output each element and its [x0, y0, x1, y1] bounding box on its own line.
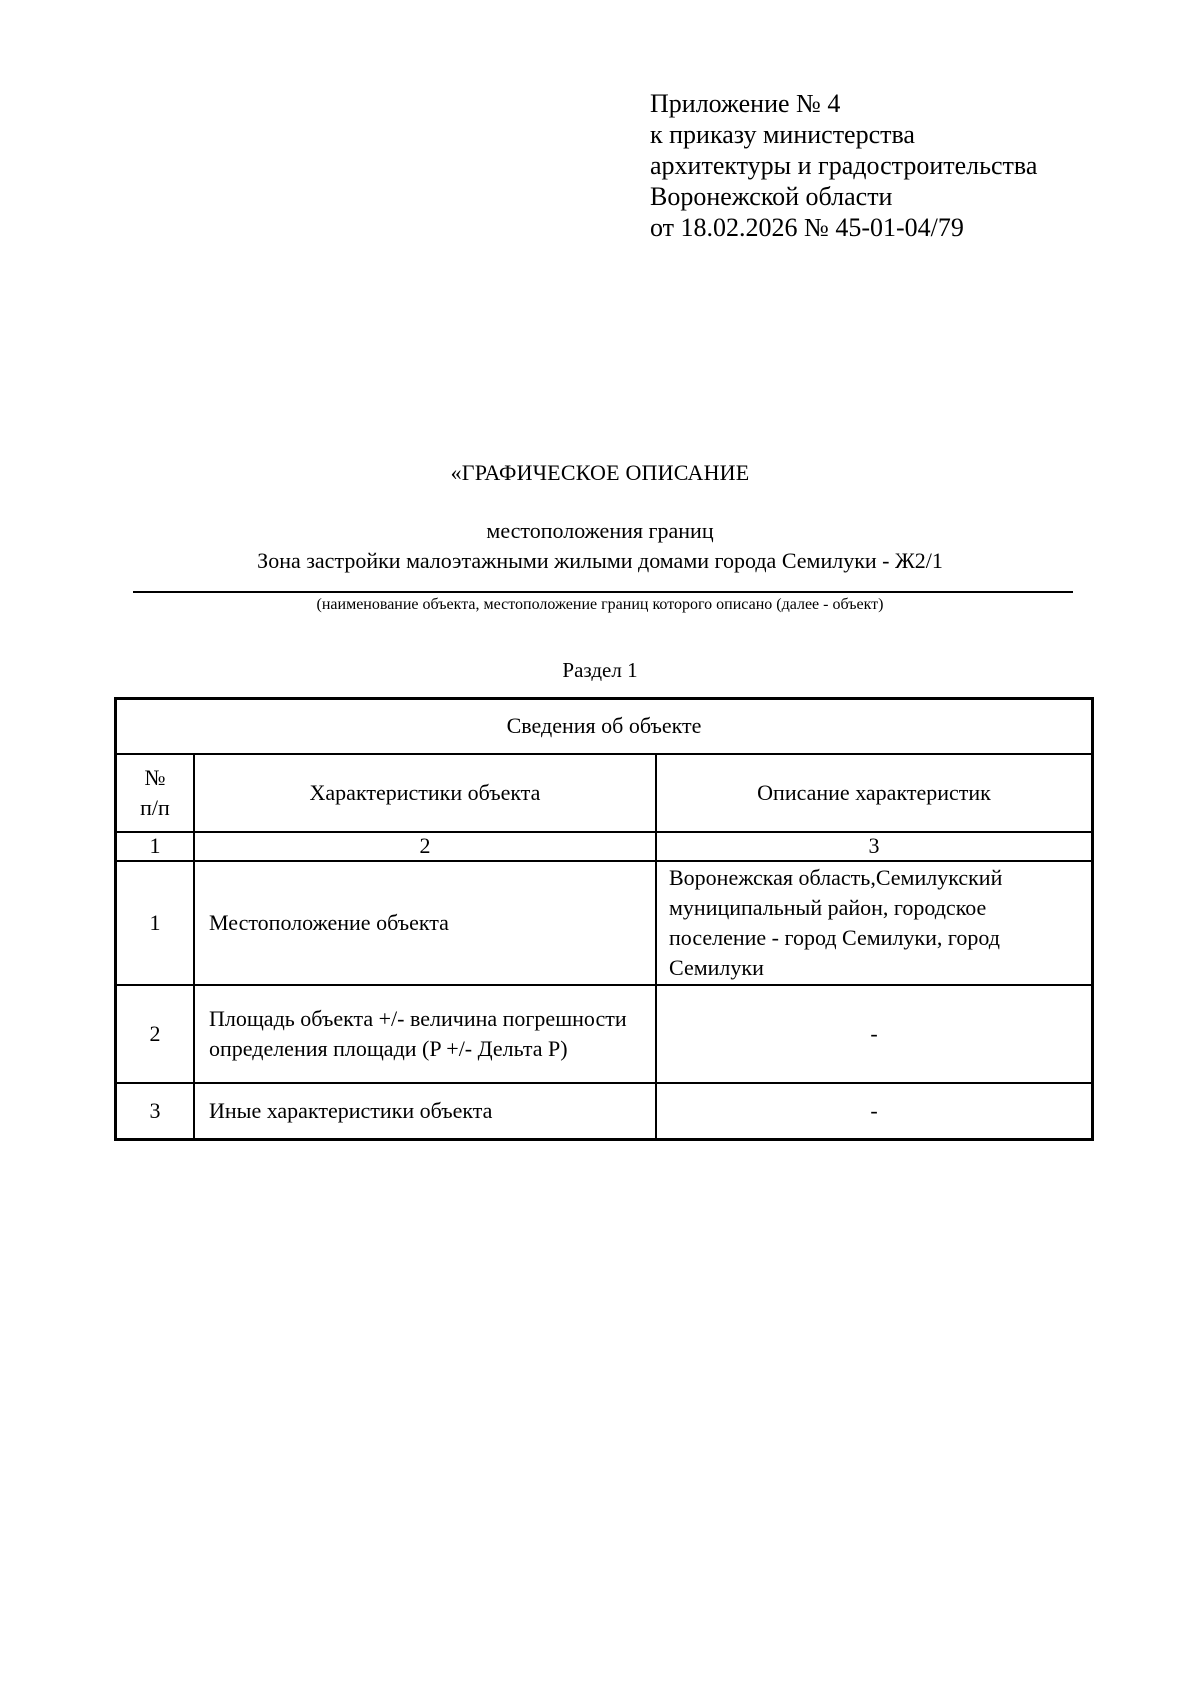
table-caption-row [116, 699, 1093, 754]
document-title: «ГРАФИЧЕСКОЕ ОПИСАНИЕ [450, 460, 750, 485]
header-characteristic: Характеристики объекта [194, 754, 656, 832]
row-num: 2 [116, 985, 195, 1083]
appendix-line: от 18.02.2026 № 45-01-04/79 [650, 213, 964, 242]
object-name-caption: (наименование объекта, местоположение границ которого описано (далее - объект) [316, 596, 884, 613]
appendix-line: Приложение № 4 [650, 89, 841, 118]
row-characteristic: Иные характеристики объекта [194, 1083, 656, 1140]
row-description: - [656, 1083, 1093, 1140]
header-num [116, 754, 195, 832]
divider-line [133, 591, 1073, 593]
table-row [116, 861, 1093, 985]
appendix-line: архитектуры и градостроительства [650, 151, 1038, 180]
index-cell: 1 [116, 832, 195, 861]
table-caption: Сведения об объекте [116, 699, 1093, 754]
subtitle-line: местоположения границ [486, 518, 714, 543]
row-characteristic: Площадь объекта +/- величина погрешности определения площади (P +/- Дельта P) [194, 985, 656, 1083]
row-description: - [656, 985, 1093, 1083]
table-row [116, 985, 1093, 1083]
appendix-block [650, 88, 1037, 243]
document-subtitle [0, 516, 1200, 576]
row-description: Воронежская область,Семилукский муниципальный район, городское поселение - город Семилуки, город Семилуки [656, 861, 1093, 985]
object-name: Зона застройки малоэтажными жилыми домами города Семилуки - Ж2/1 [257, 548, 943, 573]
header-description: Описание характеристик [656, 754, 1093, 832]
row-num: 3 [116, 1083, 195, 1140]
index-cell: 3 [656, 832, 1093, 861]
appendix-line: Воронежской области [650, 182, 893, 211]
header-num-line2: п/п [140, 794, 170, 820]
row-num: 1 [116, 861, 195, 985]
table-index-row [116, 832, 1093, 861]
section-label: Раздел 1 [562, 658, 638, 682]
table-row [116, 1083, 1093, 1140]
object-info-table [114, 697, 1094, 1141]
row-characteristic: Местоположение объекта [194, 861, 656, 985]
appendix-line: к приказу министерства [650, 120, 915, 149]
header-num-line1: № [144, 764, 166, 790]
index-cell: 2 [194, 832, 656, 861]
table-header-row [116, 754, 1093, 832]
